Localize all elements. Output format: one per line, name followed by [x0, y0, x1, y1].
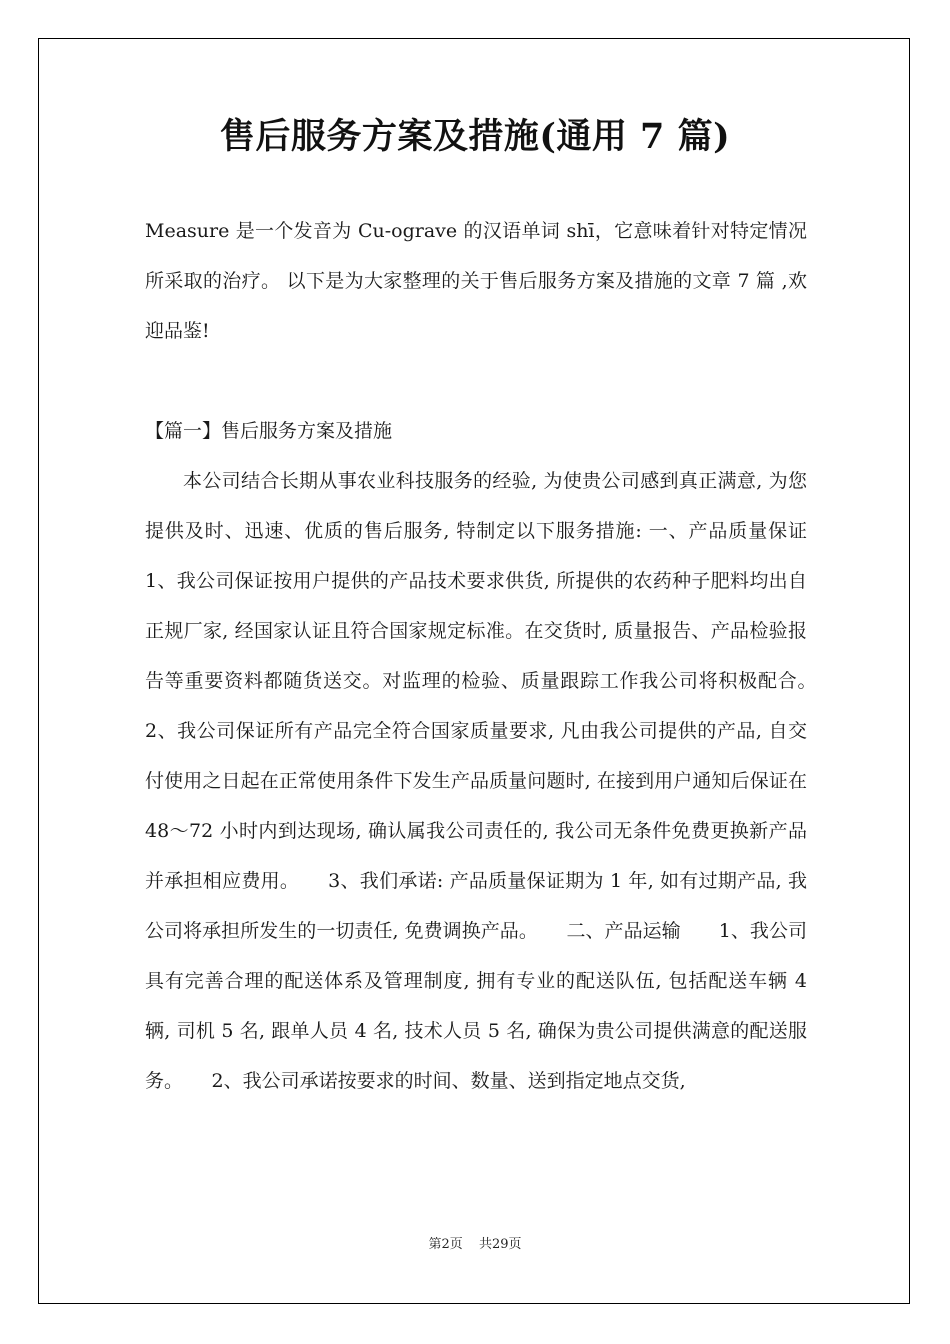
page-total: 共29页	[478, 1237, 522, 1252]
document-title: 售后服务方案及措施(通用 7 篇)	[219, 116, 731, 157]
document-content	[145, 206, 846, 1106]
body-paragraph: 本公司结合长期从事农业科技服务的经验, 为使贵公司感到真正满意, 为您提供及时、迅速、优质的售后服务, 特制定以下服务措施: 一、产品质量保证 1、我公司保证按用户提供的产品技术要求供货, 所提供的农药种子肥料均出自正规厂家, 经国家认证且符合国家规定标准。在交货时, 质量报告、产品检验报告等重要资料都随货送交。对监理的检验、质量跟踪工作我公司将积极配合。 2、我公司保证所有产品完全符合国家质量要求, 凡由我公司提供的产品, 自交付使用之日起在正常使用条件下发生产品质量问题时, 在接到用户通知后保证在 48～72 小时内到达现场, 确认属我公司责任的, 我公司无条件免费更换新产品并承担相应费用。 3、我们承诺: 产品质量保证期为 1 年, 如有过期产品, 我公司将承担所发生的一切责任, 免费调换产品。 二、产品运输 1、我公司具有完善合理的配送体系及管理制度, 拥有专业的配送队伍, 包括配送车辆 4 辆, 司机 5 名, 跟单人员 4 名, 技术人员 5 名, 确保为贵公司提供满意的配送服务。 2、我公司承诺按要求的时间、数量、送到指定地点交货,	[145, 470, 846, 1092]
section-heading: 【篇一】售后服务方案及措施	[145, 420, 393, 442]
document-page	[38, 38, 910, 1304]
intro-paragraph: Measure 是一个发音为 Cu-ograve 的汉语单词 shī，它意味着针对特定情况所采取的治疗。 以下是为大家整理的关于售后服务方案及措施的文章 7 篇 ,欢迎品鉴!	[145, 220, 807, 342]
page-number: 第2页	[428, 1237, 463, 1252]
page-footer	[39, 1233, 911, 1252]
